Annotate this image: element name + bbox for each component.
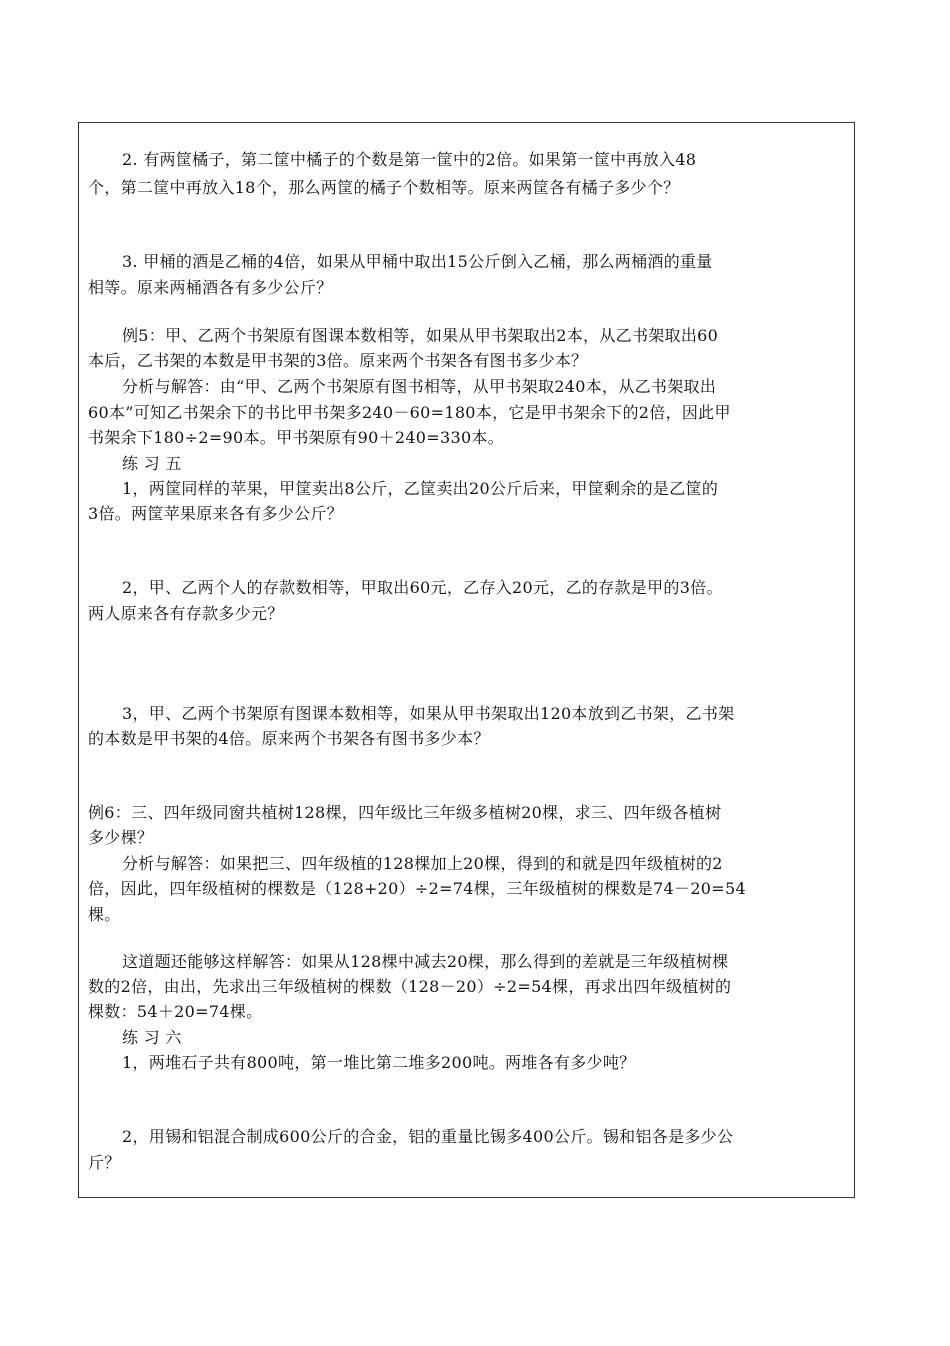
problem-3-line-2: 相等。原来两桶酒各有多少公斤？ bbox=[88, 278, 333, 297]
analysis-5-line-3: 书架余下180÷2=90本。甲书架原有90＋240=330本。 bbox=[88, 428, 505, 447]
exercise-5-q2-line-2: 两人原来各有存款多少元？ bbox=[88, 604, 284, 623]
alternative-solution-line-1: 这道题还能够这样解答：如果从128棵中减去20棵，那么得到的差就是三年级植树棵 bbox=[122, 952, 729, 971]
alternative-solution-line-2: 数的2倍，由出，先求出三年级植树的棵数（128－20）÷2=54棵，再求出四年级植树的 bbox=[88, 977, 732, 996]
exercise-5-q1-line-1: 1，两筐同样的苹果，甲筐卖出8公斤，乙筐卖出20公斤后来，甲筐剩余的是乙筐的 bbox=[122, 479, 719, 498]
problem-2-line-2: 个，第二筐中再放入18个，那么两筐的橘子个数相等。原来两筐各有橘子多少个？ bbox=[88, 178, 680, 197]
example-6-line-2: 多少棵？ bbox=[88, 828, 154, 847]
problem-3-line-1: 3. 甲桶的酒是乙桶的4倍，如果从甲桶中取出15公斤倒入乙桶，那么两桶酒的重量 bbox=[122, 252, 713, 271]
example-5-line-1: 例5：甲、乙两个书架原有图课本数相等，如果从甲书架取出2本，从乙书架取出60 bbox=[122, 326, 719, 345]
example-6-line-1: 例6：三、四年级同窗共植树128棵，四年级比三年级多植树20棵，求三、四年级各植树 bbox=[88, 803, 722, 822]
exercise-5-q2-line-1: 2，甲、乙两个人的存款数相等，甲取出60元，乙存入20元，乙的存款是甲的3倍。 bbox=[122, 578, 723, 597]
problem-2-line-1: 2. 有两筐橘子，第二筐中橘子的个数是第一筐中的2倍。如果第一筐中再放入48 bbox=[122, 150, 697, 169]
example-5-line-2: 本后，乙书架的本数是甲书架的3倍。原来两个书架各有图书多少本？ bbox=[88, 351, 588, 370]
exercise-6-q1: 1，两堆石子共有800吨，第一堆比第二堆多200吨。两堆各有多少吨？ bbox=[122, 1053, 636, 1072]
analysis-5-line-1: 分析与解答：由“甲、乙两个书架原有图书相等，从甲书架取240本，从乙书架取出 bbox=[122, 377, 717, 396]
analysis-6-line-1: 分析与解答：如果把三、四年级植的128棵加上20棵，得到的和就是四年级植树的2 bbox=[122, 854, 723, 873]
exercise-6-q2-line-2: 斤？ bbox=[88, 1153, 121, 1172]
analysis-5-line-2: 60本”可知乙书架余下的书比甲书架多240－60=180本，它是甲书架余下的2倍，因此甲 bbox=[88, 403, 731, 422]
analysis-6-line-3: 棵。 bbox=[88, 905, 121, 924]
analysis-6-line-2: 倍，因此，四年级植树的棵数是（128+20）÷2=74棵，三年级植树的棵数是74－20=54 bbox=[88, 879, 746, 898]
alternative-solution-line-3: 棵数：54＋20=74棵。 bbox=[88, 1002, 263, 1021]
exercise-5-q3-line-2: 的本数是甲书架的4倍。原来两个书架各有图书多少本？ bbox=[88, 729, 490, 748]
exercise-5-heading: 练 习 五 bbox=[122, 454, 182, 473]
exercise-5-q1-line-2: 3倍。两筐苹果原来各有多少公斤？ bbox=[88, 504, 343, 523]
exercise-6-heading: 练 习 六 bbox=[122, 1028, 182, 1047]
exercise-5-q3-line-1: 3，甲、乙两个书架原有图课本数相等，如果从甲书架取出120本放到乙书架，乙书架 bbox=[122, 704, 735, 723]
exercise-6-q2-line-1: 2，用锡和铝混合制成600公斤的合金，铝的重量比锡多400公斤。锡和铝各是多少公 bbox=[122, 1127, 734, 1146]
